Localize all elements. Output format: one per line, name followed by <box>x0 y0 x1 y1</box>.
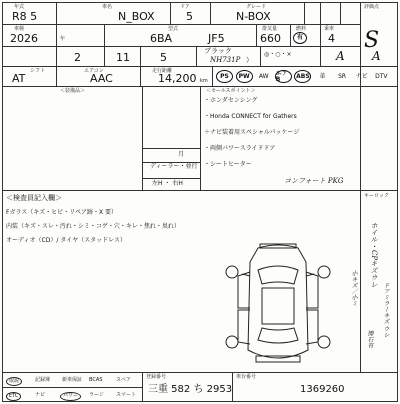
grade-label: グレード <box>246 4 267 10</box>
equipment-item: ABS <box>294 70 311 83</box>
document-item: ETC <box>6 392 21 401</box>
displacement-label: 排気量 <box>262 26 278 32</box>
equipment-item: 革 <box>319 72 326 80</box>
score-label: 評価点 <box>364 4 380 10</box>
score-value: S <box>364 28 380 53</box>
comfort-pkg-text: コンフォート PKG <box>284 177 344 185</box>
notes-line-3: オーディオ（CD）/ タイヤ（スタッドレス） <box>6 237 126 244</box>
document-item: 取説 <box>6 377 22 386</box>
inspection-extra: 年 <box>60 36 66 42</box>
car-name-label: 車名 <box>102 4 113 10</box>
side-note-2: 小キズ／小ミ <box>350 270 357 306</box>
model-prefix: 6BA <box>150 32 173 45</box>
fuel-circle: 有 <box>293 32 307 44</box>
month-text: 月 <box>178 151 185 158</box>
seats-label: 乗車 <box>324 26 335 32</box>
side-note-4: 擦石有 <box>366 330 373 348</box>
equipment-item: エアB <box>275 70 292 83</box>
inspection-value: 2026 <box>10 32 38 45</box>
key-lock-label: キーロック <box>364 193 389 199</box>
displacement-value: 660 <box>260 32 281 45</box>
document-item: 記録簿 <box>35 377 51 383</box>
score-mark: A <box>336 49 345 63</box>
mileage-unit: km <box>200 78 208 84</box>
mileage-value: 14,200 <box>158 72 197 85</box>
notes-title: ＜検査員記入欄＞ <box>6 194 62 202</box>
mileage-label: 走行距離 <box>152 68 173 74</box>
color-code-extra: ） <box>246 56 253 64</box>
model-label: 型式 <box>168 26 179 32</box>
equipment-item: PS <box>216 70 233 83</box>
steer-text: 左H ・ 右H <box>152 180 183 187</box>
document-item: パワー <box>60 392 81 401</box>
equipment-item: SR <box>338 72 347 80</box>
fuel-label: 燃料 <box>296 26 307 32</box>
dealer-text: ディーラー・並行 <box>150 163 198 170</box>
document-item: スマート <box>116 392 136 398</box>
equipment-item: AW <box>258 72 269 80</box>
equipment-item: PW <box>236 70 253 83</box>
side-note-3: ドアミラーキズ ウレ <box>382 282 389 338</box>
chassis-label: 車台番号 <box>236 374 257 380</box>
year-label: 年式 <box>14 4 25 10</box>
document-item: ナビ <box>35 392 46 398</box>
inspection-label: 車検 <box>14 26 25 32</box>
chassis-value: 1369260 <box>300 384 345 395</box>
car-diagram <box>218 242 338 370</box>
document-item: BCAS <box>89 377 103 383</box>
sales-point-item: ・シートヒーター <box>204 161 252 168</box>
model-value: JF5 <box>208 32 225 45</box>
sales-point-item: ・Honda CONNECT for Gathers <box>204 113 297 120</box>
car-name-value: N_BOX <box>118 10 155 23</box>
plate-label: 登録番号 <box>146 374 167 380</box>
plate-value: 三重 582 ち 2953 <box>148 384 233 395</box>
equipment-section-label: ＜装備品＞ <box>60 88 86 94</box>
equipment-item: DTV <box>375 72 388 80</box>
sales-point-item: ＋ナビ装着用スペシャルパッケージ <box>204 129 300 136</box>
shift-value: AT <box>12 72 26 85</box>
score-mark-2: A <box>372 49 381 63</box>
color-options: ◎・○・× <box>264 51 292 58</box>
seats-value: 4 <box>328 32 335 45</box>
door-value: 5 <box>186 10 193 23</box>
document-item: ラージ <box>89 392 104 398</box>
gear-value: 2 <box>74 51 81 64</box>
notes-line-2: 内装（キズ・スレ・汚れ・シミ・コゲ・穴・キレ・焦れ・臭れ） <box>6 223 180 230</box>
grade-value: N-BOX <box>236 10 271 23</box>
ac-label: エアコン <box>84 68 104 74</box>
notes-line-1: Fガラス（キズ・ヒビ・リペア跡・X 要） <box>6 209 118 216</box>
door-label: ドア <box>180 4 190 10</box>
document-item: 新車保証 <box>62 377 83 383</box>
month-value: 5 <box>160 51 167 64</box>
side-note-1: ホイル・CPキズウレ <box>370 222 378 289</box>
color-value: ブラック <box>204 47 232 55</box>
sales-point-label: ＜セールスポイント＞ <box>206 88 256 94</box>
color-code: NH731P <box>210 56 241 64</box>
shift-label: シフト <box>30 68 46 74</box>
document-item: スペア <box>116 377 132 383</box>
sales-point-item: ・ホンダセンシング <box>204 97 258 104</box>
ac-value: AAC <box>90 72 113 85</box>
doors-value: 11 <box>116 51 130 64</box>
equipment-item: ナビ <box>355 72 368 80</box>
sales-point-item: ・両側パワースライドドア <box>204 145 276 152</box>
year-value: R8 5 <box>12 10 38 23</box>
